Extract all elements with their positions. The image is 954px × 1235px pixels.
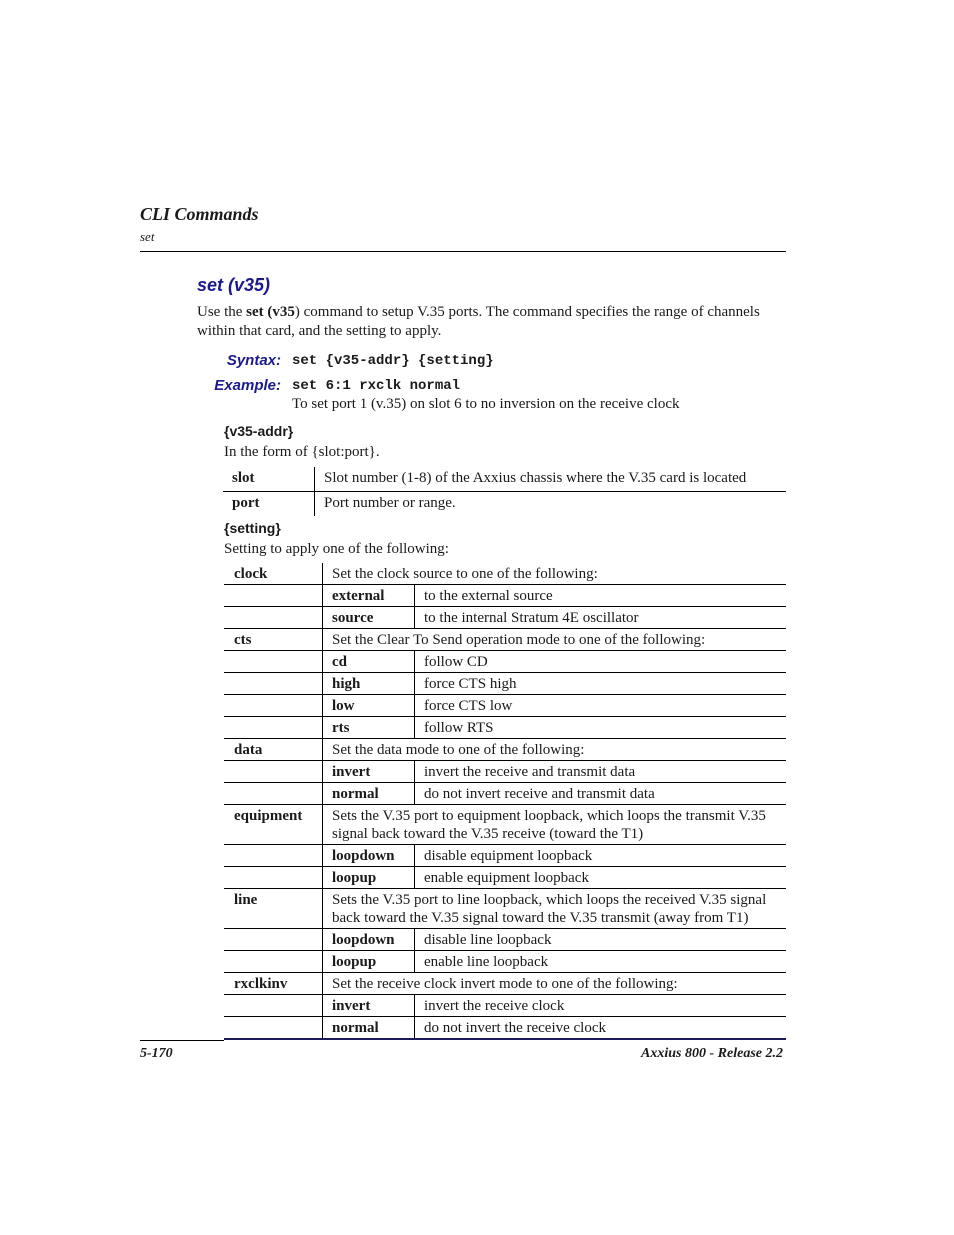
option-key: external [323,585,415,607]
table-row [224,695,786,717]
blank-cell [224,585,323,607]
blank-cell [224,761,323,783]
table-row [223,492,786,517]
footer-rule [140,1040,224,1041]
table-row [224,951,786,973]
section-title: set (v35) [197,275,271,295]
option-key: normal [323,1017,415,1040]
table-row [224,651,786,673]
option-desc: disable line loopback [415,929,787,951]
setting-desc: Set the clock source to one of the following: [323,563,787,585]
blank-cell [224,1017,323,1040]
intro-text-start: Use the [197,304,247,320]
table-row [224,739,786,761]
option-key: invert [323,995,415,1017]
table-row [224,1017,786,1040]
blank-cell [224,717,323,739]
option-key: low [323,695,415,717]
v35-addr-table [223,467,786,516]
option-desc: enable line loopback [415,951,787,973]
option-desc: do not invert the receive clock [415,1017,787,1040]
table-row [224,845,786,867]
option-desc: to the internal Stratum 4E oscillator [415,607,787,629]
blank-cell [224,867,323,889]
table-row [224,629,786,651]
footer-product: Axxius 800 - Release 2.2 [641,1046,783,1061]
param-key: slot [223,467,315,492]
blank-cell [224,607,323,629]
option-key: loopdown [323,929,415,951]
setting-key: clock [224,563,323,585]
v35-addr-text: In the form of {slot:port}. [224,444,380,460]
syntax-value: set {v35-addr} {setting} [292,353,494,369]
v35-addr-heading: {v35-addr} [224,423,294,439]
param-desc: Slot number (1-8) of the Axxius chassis where the V.35 card is located [315,467,787,492]
running-header-subtitle: set [140,229,155,244]
option-desc: do not invert receive and transmit data [415,783,787,805]
table-row [224,783,786,805]
intro-command: set (v35 [246,304,295,320]
running-header-title: CLI Commands [140,204,259,224]
blank-cell [224,651,323,673]
setting-table [224,563,786,1040]
option-desc: disable equipment loopback [415,845,787,867]
table-row [224,973,786,995]
table-row [223,467,786,492]
option-key: normal [323,783,415,805]
header-rule [140,251,786,252]
intro-paragraph [197,303,787,341]
setting-desc: Set the receive clock invert mode to one of the following: [323,973,787,995]
option-key: loopup [323,867,415,889]
option-key: invert [323,761,415,783]
intro-text-end: ) command to setup V.35 ports. The command specifies the range of channels within that card, and the setting to apply. [197,304,760,339]
setting-key: equipment [224,805,323,845]
option-desc: to the external source [415,585,787,607]
table-row [224,585,786,607]
option-key: cd [323,651,415,673]
example-label: Example: [214,377,281,394]
blank-cell [224,951,323,973]
setting-desc: Sets the V.35 port to line loopback, which loops the received V.35 signal back toward the V.35 signal toward the V.35 transmit (away from T1) [323,889,787,929]
param-desc: Port number or range. [324,495,456,511]
table-row [224,867,786,889]
setting-key: line [224,889,323,929]
table-row [224,607,786,629]
table-row [224,761,786,783]
table-row [224,889,786,929]
table-row [224,563,786,585]
table-row [224,995,786,1017]
example-description: To set port 1 (v.35) on slot 6 to no inversion on the receive clock [292,396,680,412]
option-key: rts [323,717,415,739]
option-key: loopup [323,951,415,973]
option-key: high [323,673,415,695]
option-key: loopdown [323,845,415,867]
setting-desc: Sets the V.35 port to equipment loopback, which loops the transmit V.35 signal back toward the V.35 receive (toward the T1) [323,805,787,845]
blank-cell [224,673,323,695]
table-row [224,673,786,695]
setting-key: rxclkinv [224,973,323,995]
option-key: source [323,607,415,629]
option-desc: invert the receive clock [415,995,787,1017]
option-desc: force CTS low [415,695,787,717]
setting-text: Setting to apply one of the following: [224,541,449,557]
setting-key: data [224,739,323,761]
blank-cell [224,695,323,717]
setting-desc: Set the data mode to one of the following: [323,739,787,761]
option-desc: follow CD [415,651,787,673]
syntax-label: Syntax: [226,352,281,369]
blank-cell [224,845,323,867]
blank-cell [224,929,323,951]
option-desc: follow RTS [415,717,787,739]
setting-heading: {setting} [224,520,281,536]
blank-cell [224,783,323,805]
option-desc: invert the receive and transmit data [415,761,787,783]
table-row [224,717,786,739]
option-desc: force CTS high [415,673,787,695]
table-row [224,805,786,845]
table-row [224,929,786,951]
blank-cell [224,995,323,1017]
setting-key: cts [224,629,323,651]
option-desc: enable equipment loopback [415,867,787,889]
page-number: 5-170 [140,1046,173,1061]
param-key: port [223,492,315,517]
example-value: set 6:1 rxclk normal [292,378,461,394]
setting-desc: Set the Clear To Send operation mode to one of the following: [323,629,787,651]
